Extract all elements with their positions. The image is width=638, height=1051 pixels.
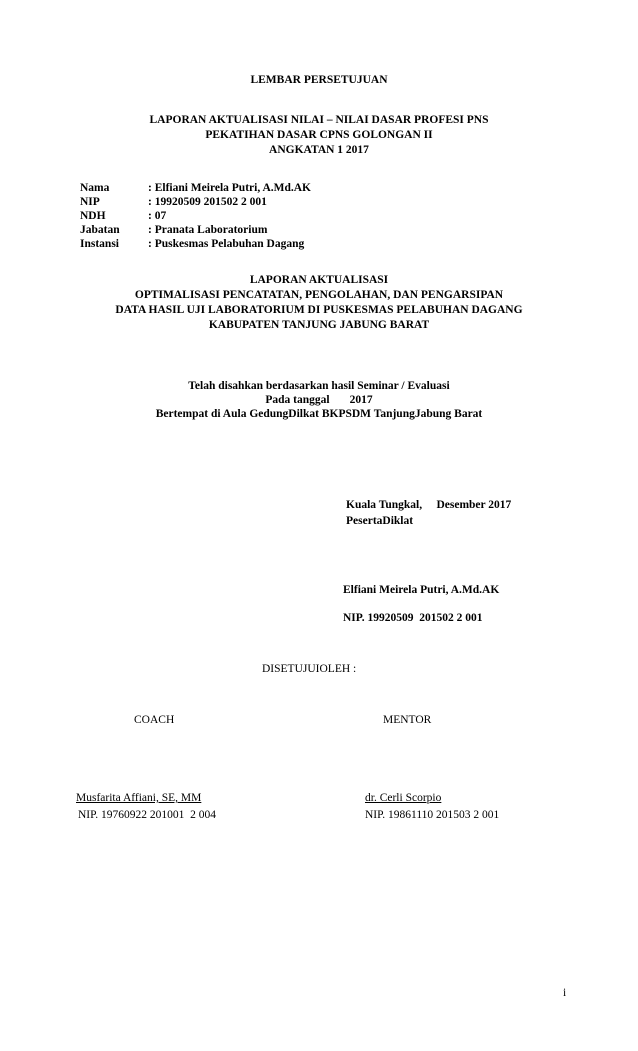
- mentor-role: MENTOR: [383, 714, 432, 726]
- approved-by-heading: DISETUJUIOLEH :: [262, 663, 357, 675]
- ratification-line-2: Pada tanggal 2017: [265, 394, 373, 406]
- identity-value-jabatan: : Pranata Laboratorium: [148, 224, 268, 236]
- place-date: Kuala Tungkal, Desember 2017: [346, 499, 512, 511]
- identity-value-ndh: : 07: [148, 210, 167, 222]
- ratification-line-1: Telah disahkan berdasarkan hasil Seminar / Evaluasi: [188, 380, 450, 392]
- coach-nip: NIP. 19760922 201001 2 004: [78, 809, 217, 821]
- participant-nip: NIP. 19920509 201502 2 001: [343, 612, 483, 624]
- mentor-name: dr. Cerli Scorpio: [365, 792, 442, 804]
- report-subject-line-1: LAPORAN AKTUALISASI: [249, 274, 389, 286]
- coach-name: Musfarita Affiani, SE, MM: [76, 792, 202, 804]
- page-title: LEMBAR PERSETUJUAN: [250, 74, 388, 86]
- identity-value-nama: : Elfiani Meirela Putri, A.Md.AK: [148, 182, 312, 194]
- participant-role: PesertaDiklat: [346, 515, 414, 527]
- identity-label-jabatan: Jabatan: [80, 224, 120, 236]
- report-title-line-1: LAPORAN AKTUALISASI NILAI – NILAI DASAR PROFESI PNS: [149, 114, 489, 126]
- report-subject-line-4: KABUPATEN TANJUNG JABUNG BARAT: [208, 319, 430, 331]
- identity-label-nama: Nama: [80, 182, 110, 194]
- identity-label-instansi: Instansi: [80, 238, 119, 250]
- page-number: i: [563, 987, 567, 999]
- identity-label-ndh: NDH: [80, 210, 106, 222]
- ratification-line-3: Bertempat di Aula GedungDilkat BKPSDM TanjungJabung Barat: [155, 408, 483, 420]
- identity-value-instansi: : Puskesmas Pelabuhan Dagang: [148, 238, 305, 250]
- report-subject-line-3: DATA HASIL UJI LABORATORIUM DI PUSKESMAS PELABUHAN DAGANG: [115, 304, 523, 316]
- report-title-line-3: ANGKATAN 1 2017: [269, 144, 369, 156]
- coach-role: COACH: [134, 714, 175, 726]
- identity-label-nip: NIP: [80, 196, 100, 208]
- mentor-nip: NIP. 19861110 201503 2 001: [365, 809, 500, 821]
- report-title-line-2: PEKATIHAN DASAR CPNS GOLONGAN II: [205, 129, 433, 141]
- participant-name: Elfiani Meirela Putri, A.Md.AK: [343, 584, 500, 596]
- report-subject-line-2: OPTIMALISASI PENCATATAN, PENGOLAHAN, DAN PENGARSIPAN: [134, 289, 504, 301]
- identity-value-nip: : 19920509 201502 2 001: [148, 196, 267, 208]
